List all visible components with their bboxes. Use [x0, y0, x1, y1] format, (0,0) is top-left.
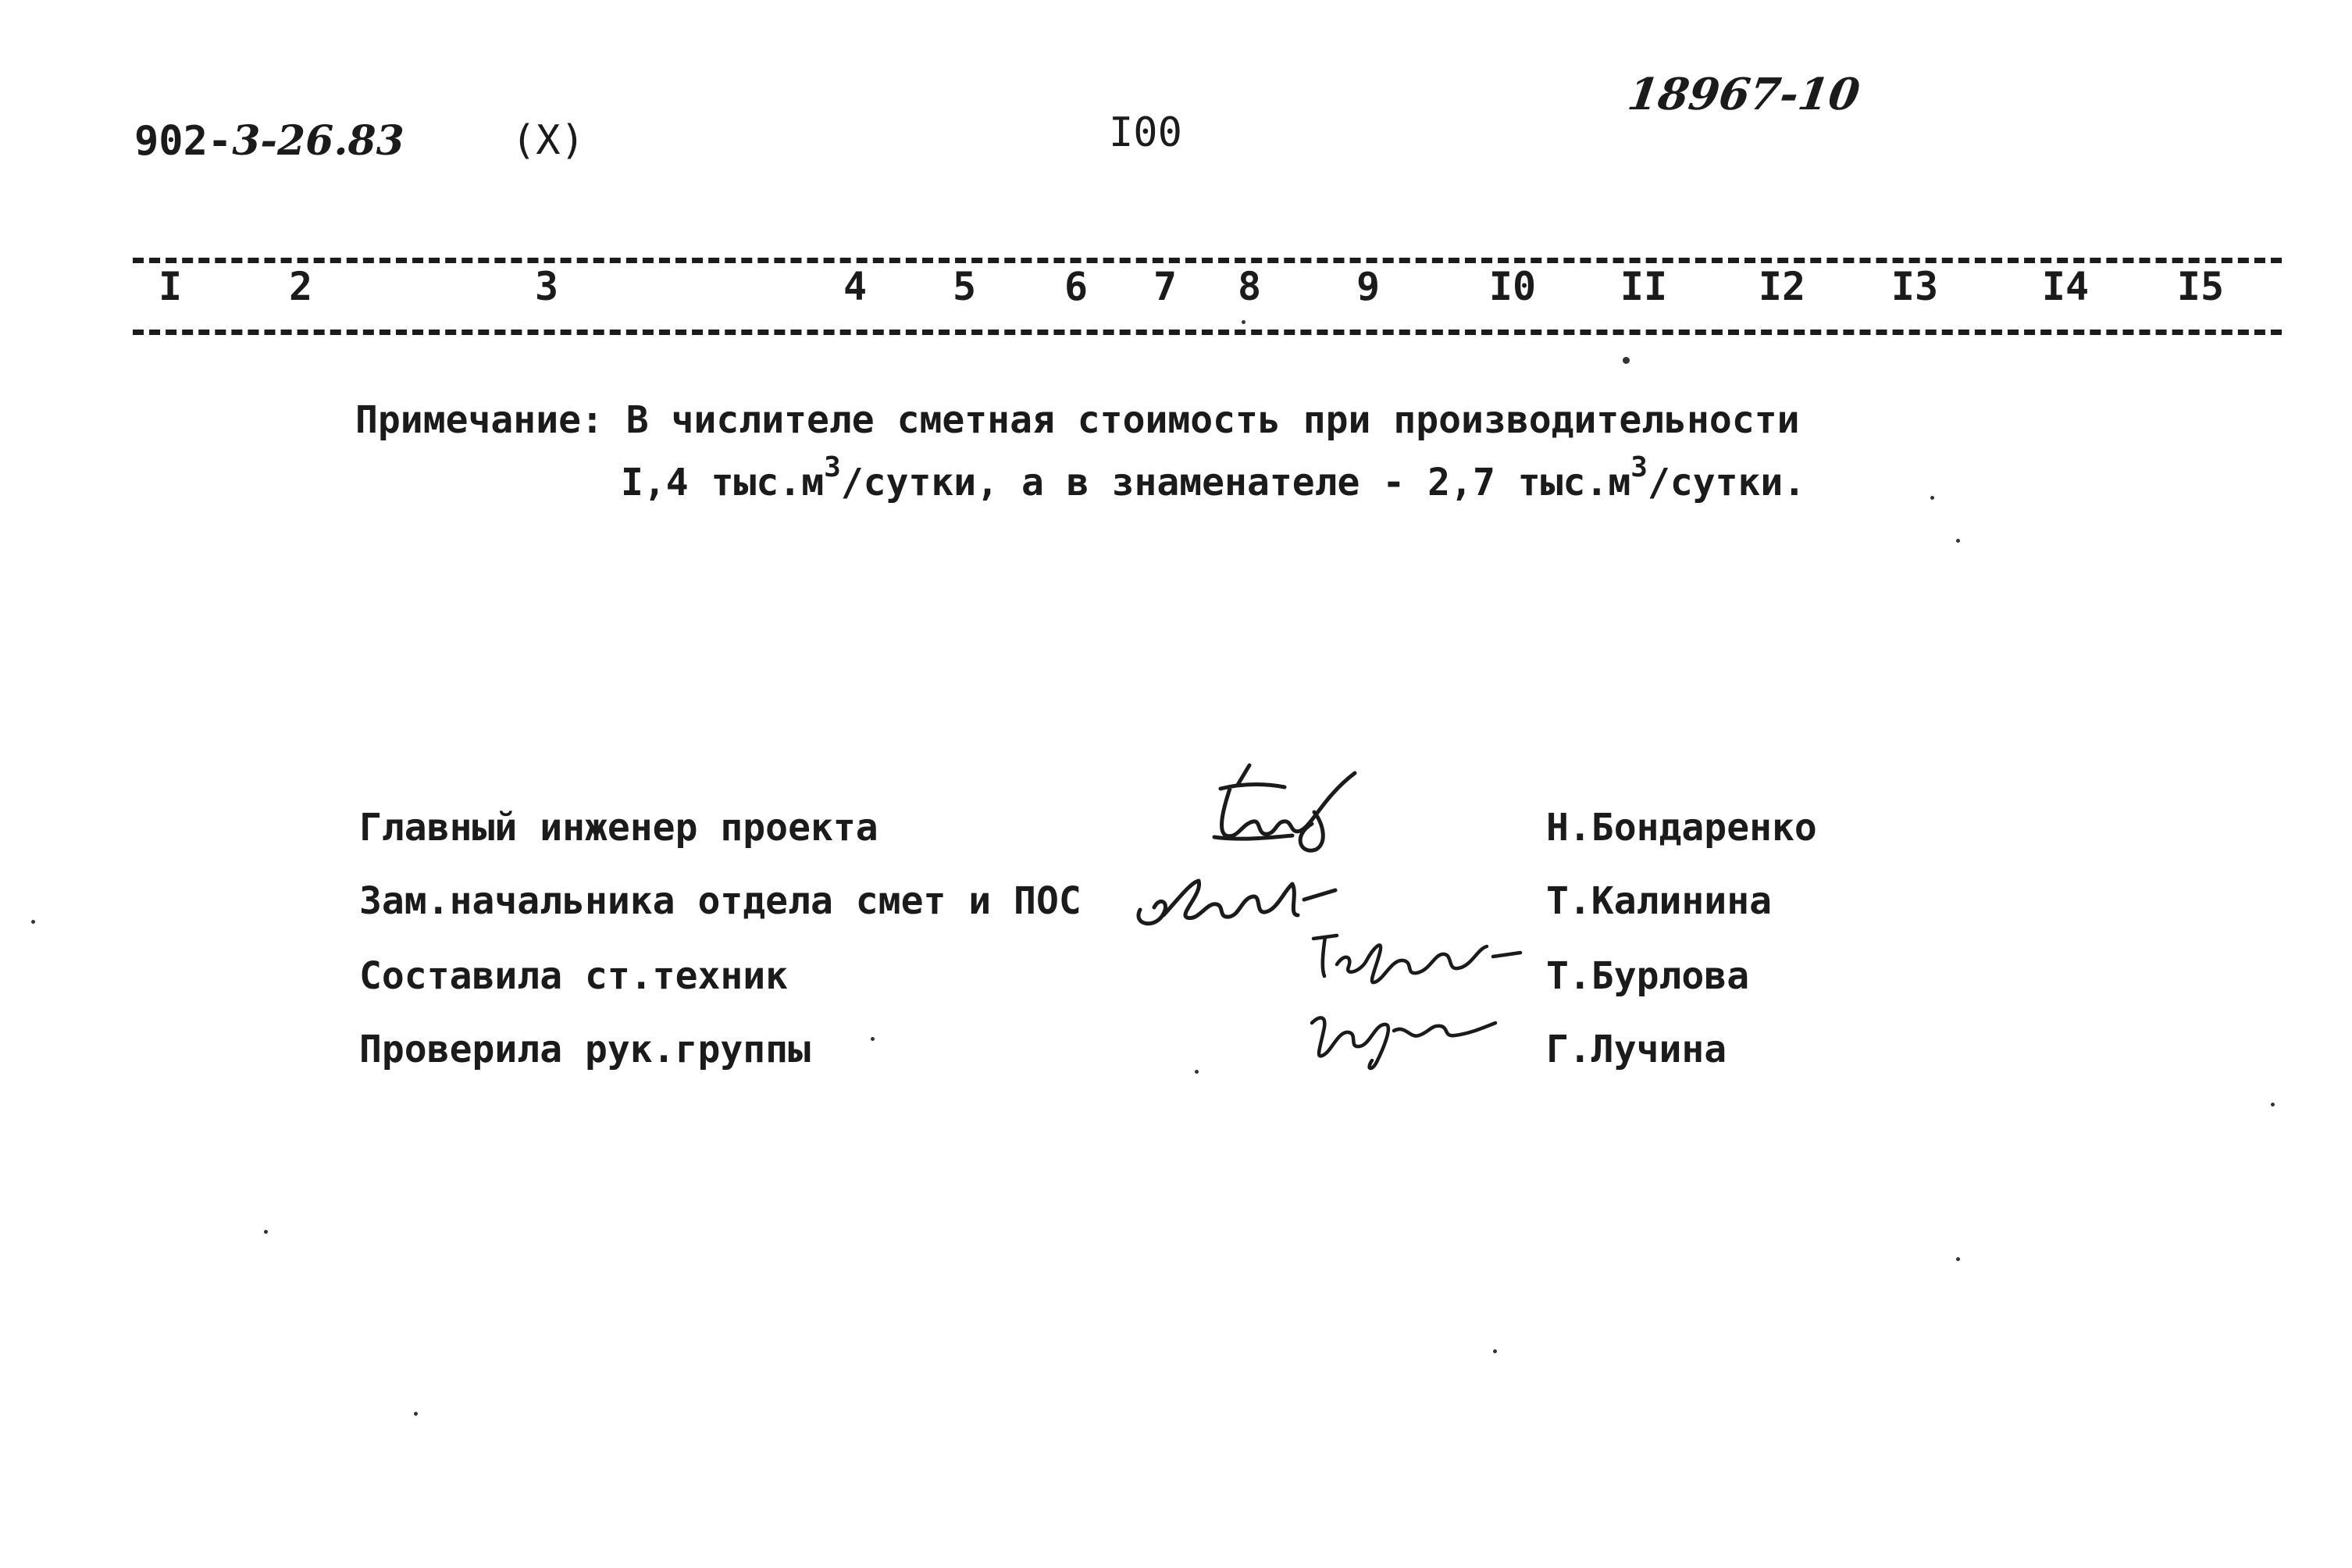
scan-speck: [2271, 1103, 2275, 1107]
handwritten-signature-icon: [1175, 750, 1386, 859]
column-number: I: [158, 264, 183, 309]
signature-role: Составила ст.техник: [359, 954, 789, 998]
superscript: 3: [824, 451, 841, 483]
column-number: 4: [843, 264, 868, 309]
column-number: II: [1620, 264, 1668, 309]
superscript: 3: [1630, 451, 1648, 483]
handwritten-signature-icon: [1300, 992, 1511, 1078]
signature-role: Главный инженер проекта: [359, 806, 878, 850]
column-number: 6: [1064, 264, 1089, 309]
handwritten-signature-icon: [1306, 921, 1532, 992]
scan-speck: [264, 1230, 268, 1234]
scan-speck: [1956, 1257, 1960, 1261]
column-number: 3: [534, 264, 559, 309]
column-number: 5: [952, 264, 977, 309]
column-number: I4: [2041, 264, 2090, 309]
scan-speck: [1623, 357, 1630, 364]
column-number: I2: [1758, 264, 1806, 309]
column-number: I0: [1488, 264, 1537, 309]
scan-speck: [31, 920, 35, 924]
column-number: 8: [1237, 264, 1262, 309]
handwritten-reference: 18967-10: [1624, 69, 1863, 120]
signature-role: Зам.начальника отдела смет и ПОС: [359, 879, 1082, 923]
scan-speck: [1930, 496, 1934, 500]
note-line-2: [621, 451, 1806, 504]
signature-name: Т.Калинина: [1546, 879, 1772, 923]
scan-speck: [414, 1412, 418, 1416]
signature-name: Г.Лучина: [1546, 1028, 1727, 1071]
scan-speck: [1242, 320, 1245, 324]
note-text-part: /сутки.: [1647, 461, 1806, 504]
column-number: 7: [1153, 264, 1178, 309]
note-text: В числителе сметная стоимость при производительности: [625, 398, 1800, 442]
signature-role: Проверила рук.группы: [359, 1028, 811, 1071]
note-text-part: I,4 тыс.м: [621, 461, 825, 504]
signature-name: Т.Бурлова: [1546, 954, 1750, 998]
scan-speck: [871, 1037, 875, 1041]
column-number: I3: [1891, 264, 1939, 309]
column-number: 9: [1356, 264, 1381, 309]
scan-speck: [1493, 1349, 1497, 1353]
dashed-rule-bottom: [133, 330, 2282, 335]
document-code-handwritten: 3-26.83: [232, 117, 404, 165]
scan-speck: [1195, 1070, 1199, 1074]
column-number: I5: [2176, 264, 2225, 309]
dashed-rule-top: [133, 258, 2282, 263]
scan-speck: [1956, 539, 1960, 543]
note-line-1: [355, 398, 1800, 442]
note-label: Примечание:: [355, 398, 604, 442]
section-label: (X): [511, 117, 585, 164]
column-number: 2: [288, 264, 313, 309]
page-number: I00: [1109, 109, 1182, 156]
document-code: [134, 117, 404, 165]
signature-name: Н.Бондаренко: [1546, 806, 1817, 850]
note-text-part: /сутки, а в знаменателе - 2,7 тыс.м: [840, 461, 1631, 504]
document-code-printed: 902-: [134, 118, 233, 165]
